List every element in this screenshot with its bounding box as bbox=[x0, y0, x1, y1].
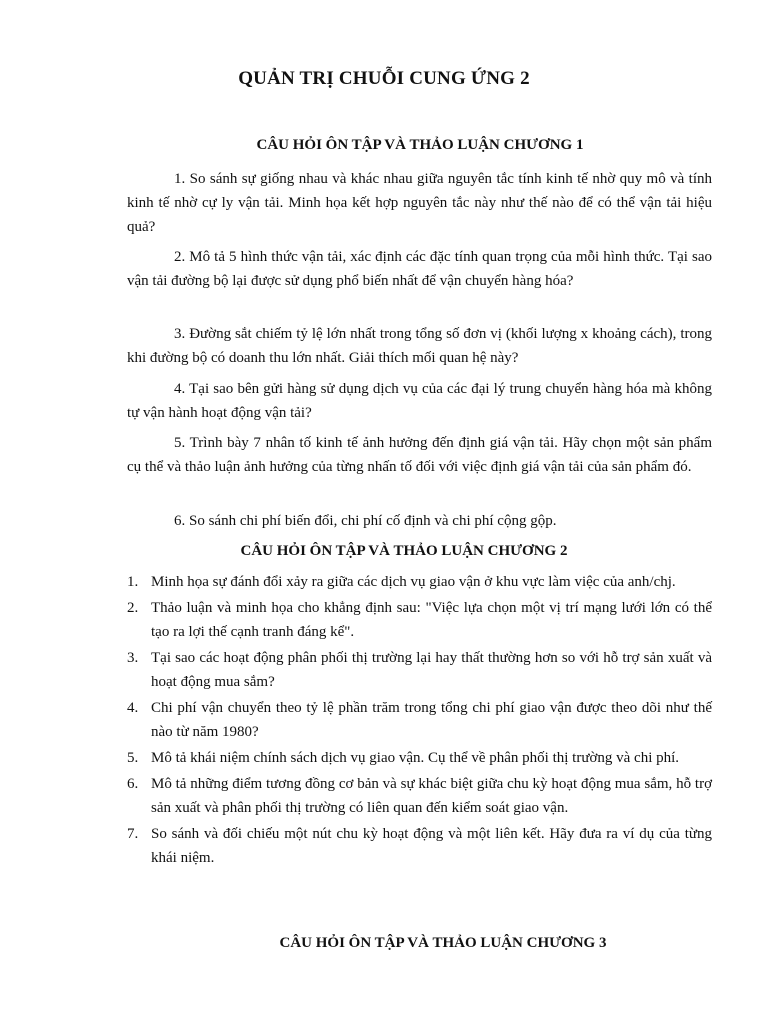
list-item-text: Mô tả khái niệm chính sách dịch vụ giao vận. Cụ thể về phân phối thị trường và chi phí. bbox=[151, 750, 680, 766]
chapter1-question-5: 5. Trình bày 7 nhân tố kinh tế ảnh hưởng đến định giá vận tải. Hãy chọn một sản phẩm cụ thể và thảo luận ảnh hưởng của từng nhấn tố đối với việc định giá vận tải của sản phẩm đó. bbox=[127, 435, 712, 475]
list-number: 6. bbox=[127, 776, 139, 792]
chapter1-heading: CÂU HỎI ÔN TẬP VÀ THẢO LUẬN CHƯƠNG 1 bbox=[256, 137, 584, 153]
chapter1-question-3: 3. Đường sắt chiếm tỷ lệ lớn nhất trong tổng số đơn vị (khối lượng x khoảng cách), trong khi đường bộ có doanh thu lớn nhất. Giải thích mối quan hệ này? bbox=[127, 326, 712, 366]
list-number: 4. bbox=[127, 700, 139, 716]
list-number: 3. bbox=[127, 650, 139, 666]
chapter3-heading: CÂU HỎI ÔN TẬP VÀ THẢO LUẬN CHƯƠNG 3 bbox=[279, 935, 607, 951]
list-item bbox=[127, 696, 712, 744]
list-item-text: So sánh và đối chiếu một nút chu kỳ hoạt động và một liên kết. Hãy đưa ra ví dụ của từng khái niệm. bbox=[151, 826, 712, 866]
list-item-text: Thảo luận và minh họa cho khẳng định sau: "Việc lựa chọn một vị trí mạng lưới lớn có thể tạo ra lợi thế cạnh tranh đáng kể". bbox=[151, 600, 712, 640]
list-item bbox=[127, 646, 712, 694]
list-item-text: Chi phí vận chuyển theo tỷ lệ phần trăm trong tổng chi phí giao vận được theo dõi như thế nào từ năm 1980? bbox=[151, 700, 712, 740]
chapter1-question-4: 4. Tại sao bên gửi hàng sử dụng dịch vụ của các đại lý trung chuyển hàng hóa mà không tự vận hành hoạt động vận tải? bbox=[127, 381, 712, 421]
chapter2-heading: CÂU HỎI ÔN TẬP VÀ THẢO LUẬN CHƯƠNG 2 bbox=[240, 543, 568, 559]
list-item bbox=[127, 596, 712, 644]
list-number: 7. bbox=[127, 826, 139, 842]
chapter1-question-6: 6. So sánh chi phí biến đổi, chi phí cố định và chi phí cộng gộp. bbox=[174, 513, 557, 529]
list-item bbox=[127, 746, 712, 770]
list-item-text: Tại sao các hoạt động phân phối thị trường lại hay thất thường hơn so với hỗ trợ sản xuất và hoạt động mua sắm? bbox=[151, 650, 712, 690]
list-item-text: Mô tả những điểm tương đồng cơ bản và sự khác biệt giữa chu kỳ hoạt động mua sắm, hỗ trợ sản xuất và phân phối thị trường có liên quan đến kiểm soát giao vận. bbox=[151, 776, 712, 816]
list-number: 2. bbox=[127, 600, 139, 616]
list-item-text: Minh họa sự đánh đổi xảy ra giữa các dịch vụ giao vận ở khu vực làm việc của anh/chj. bbox=[151, 574, 676, 590]
list-number: 5. bbox=[127, 750, 139, 766]
list-item bbox=[127, 772, 712, 820]
list-item bbox=[127, 570, 712, 594]
list-item bbox=[127, 822, 712, 870]
chapter1-question-2: 2. Mô tả 5 hình thức vận tải, xác định các đặc tính quan trọng của mỗi hình thức. Tại sao vận tải đường bộ lại được sử dụng phổ biến nhất để vận chuyển hàng hóa? bbox=[127, 249, 712, 289]
page-title: QUẢN TRỊ CHUỖI CUNG ỨNG 2 bbox=[238, 68, 530, 89]
chapter1-question-1: 1. So sánh sự giống nhau và khác nhau giữa nguyên tắc tính kinh tế nhờ quy mô và tính kinh tế nhờ cự ly vận tải. Minh họa kết hợp nguyên tắc này như thế nào để có thể vận tải hiệu quả? bbox=[127, 171, 712, 235]
list-number: 1. bbox=[127, 574, 139, 590]
chapter2-question-list bbox=[127, 570, 712, 872]
